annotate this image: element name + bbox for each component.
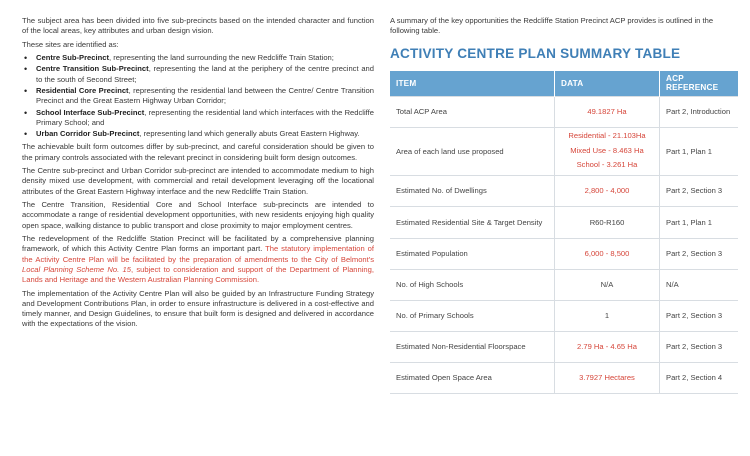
- table-row: [390, 206, 738, 238]
- residential-precinct-paragraph: The Centre Transition, Residential Core and School Interface sub-precincts are intended to accommodate a range of residential development opportunities, with new residents enjoying high quality open space, walking distance to public transport and close proximity to major employment centres.: [22, 200, 374, 230]
- sub-precinct-description: , representing the land surrounding the new Redcliffe Train Station;: [109, 52, 334, 62]
- row-item: Estimated Residential Site & Target Density: [390, 206, 555, 238]
- row-reference: Part 1, Plan 1: [660, 127, 739, 175]
- row-reference: Part 2, Section 3: [660, 331, 739, 362]
- table-heading: ACTIVITY CENTRE PLAN SUMMARY TABLE: [390, 45, 681, 61]
- row-reference: Part 2, Section 3: [660, 300, 739, 331]
- land-use-school: School - 3.261 Ha: [576, 160, 638, 170]
- table-row: [390, 96, 738, 127]
- sub-precinct-name: Centre Sub-Precinct: [36, 52, 110, 62]
- implementation-paragraph: The implementation of the Activity Centre Plan will also be guided by an Infrastructure Funding Strategy and Development Contributions Plan, in order to ensure infrastructure is delivered in a cost-effective and timely manner, and Design Guidelines, to ensure that built form is designed and delivered in accordance with the expectations of the vision.: [22, 288, 374, 329]
- row-data: N/A: [555, 269, 660, 300]
- row-reference: Part 2, Section 4: [660, 362, 739, 393]
- sub-precinct-name: Centre Transition Sub-Precinct: [36, 64, 149, 74]
- header-item: ITEM: [390, 71, 555, 97]
- planning-framework-text: The redevelopment of the Redcliffe Station Precinct will be facilitated by a comprehensive planning framework, of which this Activity Centre Plan forms an important part.: [22, 233, 374, 254]
- centre-precinct-paragraph: The Centre sub-precinct and Urban Corridor sub-precinct are intended to accommodate medium to high density mixed use development, with commercial and retail development leveraging off the locational attributes of the Great Eastern Highway interface and the new Redcliffe Train Station.: [22, 166, 374, 196]
- land-use-residential: Residential - 21.103Ha: [568, 131, 646, 141]
- table-row: [390, 175, 738, 206]
- row-item: Total ACP Area: [390, 96, 555, 127]
- row-item: Estimated Non-Residential Floorspace: [390, 331, 555, 362]
- sites-lead-in: These sites are identified as:: [22, 39, 119, 49]
- row-reference: Part 1, Plan 1: [660, 206, 739, 238]
- row-data: 1: [555, 300, 660, 331]
- sub-precinct-name: Urban Corridor Sub-Precinct: [36, 129, 140, 139]
- right-column: [390, 16, 738, 394]
- row-reference: N/A: [660, 269, 739, 300]
- row-data: 49.1827 Ha: [555, 96, 660, 127]
- statutory-text-a: The statutory implementation of the Activity Centre Plan will be facilitated by the preparation of amendments to the City of Belmont's: [22, 244, 374, 264]
- header-data: DATA: [555, 71, 660, 97]
- row-reference: Part 2, Introduction: [660, 96, 739, 127]
- header-acp-reference: ACP REFERENCE: [660, 71, 739, 97]
- left-column: [22, 16, 374, 333]
- list-item: [22, 129, 374, 139]
- table-header-row: [390, 71, 738, 97]
- row-item: No. of Primary Schools: [390, 300, 555, 331]
- list-item: [22, 86, 374, 107]
- table-row: [390, 362, 738, 393]
- row-data: R60-R160: [555, 206, 660, 238]
- summary-table: [390, 71, 738, 394]
- row-data: 6,000 - 8,500: [555, 238, 660, 269]
- statutory-text-b: , subject to consideration and support of the Department of Planning, Lands and Heritage and the Western Australian Planning Commission.: [22, 264, 374, 285]
- table-row: [390, 300, 738, 331]
- intro-paragraph: The subject area has been divided into five sub-precincts based on the intended character and function of the local areas, key attributes and urban design vision.: [22, 16, 374, 36]
- scheme-name: Local Planning Scheme No. 15: [22, 264, 131, 274]
- sub-precinct-description: , representing the land at the periphery of the centre precinct and to the south of Second Street;: [36, 64, 374, 84]
- table-row: [390, 269, 738, 300]
- sub-precinct-description: , representing the residential land between the Centre/ Centre Transition Precinct and the Great Eastern Highway Urban Corridor;: [36, 85, 374, 106]
- row-data: 3.7927 Hectares: [555, 362, 660, 393]
- sub-precinct-list: [22, 53, 374, 140]
- sub-precinct-name: Residential Core Precinct: [36, 85, 129, 95]
- land-use-mixed: Mixed Use - 8.463 Ha: [570, 145, 644, 155]
- row-data: [555, 127, 660, 175]
- row-item: No. of High Schools: [390, 269, 555, 300]
- sub-precinct-name: School Interface Sub-Precinct: [36, 107, 145, 117]
- row-item: Estimated Open Space Area: [390, 362, 555, 393]
- row-data: 2,800 - 4,000: [555, 175, 660, 206]
- row-reference: Part 2, Section 3: [660, 175, 739, 206]
- list-item: [22, 64, 374, 85]
- sub-precinct-description: , representing land which generally abuts Great Eastern Highway.: [139, 129, 360, 139]
- built-form-paragraph: The achievable built form outcomes differ by sub-precinct, and careful consideration should be given to the primary controls associated with the relevant precinct in considering built form design outcomes.: [22, 142, 374, 162]
- row-reference: Part 2, Section 3: [660, 238, 739, 269]
- row-data: 2.79 Ha - 4.65 Ha: [555, 331, 660, 362]
- table-row: [390, 238, 738, 269]
- planning-framework-paragraph: [22, 234, 374, 286]
- table-intro: A summary of the key opportunities the Redcliffe Station Precinct ACP provides is outlined in the following table.: [390, 16, 714, 36]
- row-item: Estimated No. of Dwellings: [390, 175, 555, 206]
- sub-precinct-description: , representing the residential land which interfaces with the Redcliffe Primary School; and: [36, 107, 374, 127]
- row-item: Area of each land use proposed: [390, 127, 555, 175]
- table-row: [390, 127, 738, 175]
- row-item: Estimated Population: [390, 238, 555, 269]
- table-row: [390, 331, 738, 362]
- list-item: [22, 53, 374, 63]
- list-item: [22, 108, 374, 129]
